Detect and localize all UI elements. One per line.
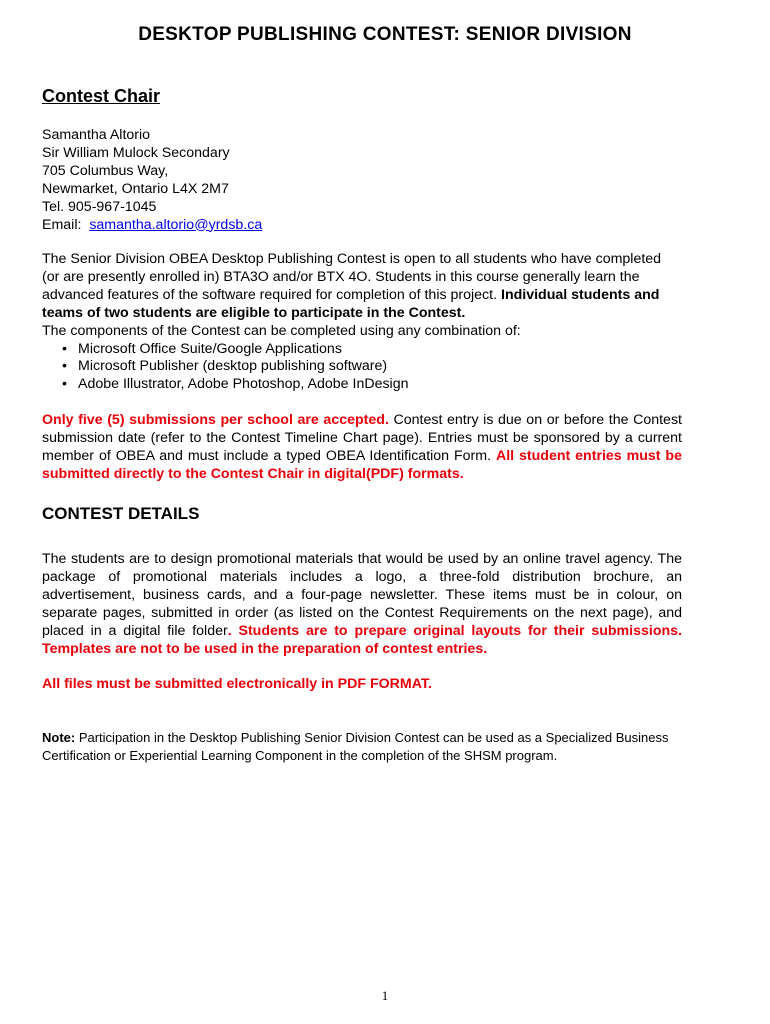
- note-paragraph: [42, 729, 732, 765]
- intro-section: [42, 251, 682, 394]
- email-link[interactable]: samantha.altorio@yrdsb.ca: [89, 216, 263, 233]
- components-intro: The components of the Contest can be completed using any combination of:: [42, 322, 521, 339]
- chair-phone: Tel. 905-967-1045: [42, 198, 157, 215]
- note-label: Note:: [42, 730, 76, 745]
- pdf-format-notice: All files must be submitted electronically in PDF FORMAT.: [42, 676, 432, 692]
- original-layouts-text: . Students are to prepare original layouts for their submissions. Templates are not to be used in the preparation of contest entries.: [42, 622, 682, 657]
- chair-city: Newmarket, Ontario L4X 2M7: [42, 180, 229, 197]
- note-text: Participation in the Desktop Publishing Senior Division Contest can be used as a Specialized Business Certification or Experiential Learning Component in the completion of the SHSM program.: [42, 730, 669, 763]
- intro-text: The Senior Division OBEA Desktop Publishing Contest is open to all students who have completed (or are presently enrolled in) BTA3O and/or BTX 4O. Students in this course generally learn the advanced features of the software required for completion of this project.: [42, 251, 662, 303]
- page-number: 1: [381, 988, 389, 1003]
- submission-paragraph: [42, 412, 682, 484]
- contest-chair-heading: Contest Chair: [42, 86, 161, 106]
- eligibility-text: Individual students and teams of two students are eligible to participate in the Contest.: [42, 286, 660, 321]
- contest-details-heading: CONTEST DETAILS: [42, 504, 200, 523]
- list-item: • Adobe Illustrator, Adobe Photoshop, Adobe InDesign: [62, 376, 682, 394]
- chair-email-line: [42, 217, 682, 235]
- contact-address: [42, 127, 682, 234]
- list-item: • Microsoft Publisher (desktop publishing software): [62, 358, 682, 376]
- email-label: Email:: [42, 216, 82, 233]
- page-title: DESKTOP PUBLISHING CONTEST: SENIOR DIVISION: [138, 24, 632, 45]
- chair-name: Samantha Altorio: [42, 127, 151, 143]
- intro-paragraph: [42, 251, 682, 323]
- software-list: [42, 341, 682, 395]
- list-item: • Microsoft Office Suite/Google Applications: [62, 341, 682, 359]
- submission-text: Contest entry is due on or before the Contest submission date (refer to the Contest Timeline Chart page). Entries must be sponsored by a current member of OBEA and must include a typed OBEA Identification Form.: [42, 412, 682, 464]
- details-paragraph: [42, 551, 682, 658]
- chair-street: 705 Columbus Way,: [42, 162, 169, 179]
- details-text: The students are to design promotional materials that would be used by an online travel agency. The package of promotional materials includes a logo, a three-fold distribution brochure, an advertisement, business cards, and a four-page newsletter. These items must be in colour, on separate pages, submitted in order (as listed on the Contest Requirements on the next page), and placed in a digital file folder: [42, 551, 682, 639]
- submission-digital-text: All student entries must be submitted directly to the Contest Chair in digital(PDF) formats.: [42, 447, 682, 482]
- chair-school: Sir William Mulock Secondary: [42, 144, 230, 161]
- submission-limit-text: Only five (5) submissions per school are accepted.: [42, 412, 389, 428]
